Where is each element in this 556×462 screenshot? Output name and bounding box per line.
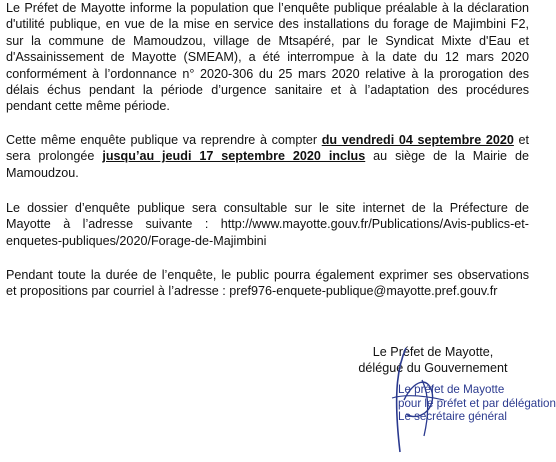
stamp-line: Le préfet de Mayotte: [398, 383, 505, 396]
text-line: Le dossier d’enquête publique sera consultable sur le site internet de la Préfecture de: [6, 201, 529, 215]
text-line: d'Assainissement de Mayotte (SMEAM), a été interrompue à la date du 12 mars 2020: [6, 50, 529, 65]
text-line: Mayotte à l’adresse suivante : http://www.mayotte.gouv.fr/Publications/Avis-publics-et-: [6, 217, 529, 232]
text-line: [6, 148, 529, 164]
text-line: pendant cette même période.: [6, 99, 170, 114]
text-line: Pendant toute la durée de l’enquête, le public pourra également exprimer ses observations: [6, 268, 529, 282]
text-line: d'utilité publique, en vue de la mise en service des installations du forage de Majimbini F2,: [6, 17, 529, 32]
signature-title: Le Préfet de Mayotte,: [372, 345, 494, 359]
text-segment: Cette même enquête publique va reprendre à compter: [6, 133, 322, 147]
text-segment: au siège de la Mairie de: [365, 149, 529, 164]
text-line: et propositions par courriel à l’adresse : pref976-enquete-publique@mayotte.pref.gouv.fr: [6, 284, 498, 299]
end-date: jusqu’au jeudi 17 septembre 2020 inclus: [102, 149, 366, 164]
paragraph-observations: [6, 267, 529, 300]
paragraph-notice: [6, 0, 529, 115]
text-line: Le Préfet de Mayotte informe la population que l’enquête publique préalable à la déclaration: [6, 1, 529, 15]
text-segment: et: [513, 133, 529, 147]
text-segment: sera prolongée: [6, 149, 103, 164]
text-line: enquetes-publiques/2020/Forage-de-Majimbini: [6, 233, 267, 248]
text-line: sur la commune de Mamoudzou, village de Mtsapéré, par le Syndicat Mixte d'Eau et: [6, 33, 529, 48]
paragraph-dates: [6, 132, 529, 181]
stamp-line: pour le préfet et par délégation: [398, 396, 556, 410]
text-line: Mamoudzou.: [6, 165, 79, 180]
handwritten-signature: [366, 340, 466, 458]
signature-subtitle: délégué du Gouvernement: [358, 361, 508, 375]
start-date: du vendredi 04 septembre 2020: [321, 133, 514, 147]
text-line: [6, 132, 529, 148]
text-line: conformément à l’ordonnance n° 2020-306 du 25 mars 2020 relative à la prorogation des: [6, 66, 529, 81]
text-line: délais échus pendant la période d’urgence sanitaire et à l’adaptation des procédures: [6, 83, 529, 98]
paragraph-dossier: [6, 200, 529, 249]
stamp-line: Le secrétaire général: [398, 410, 507, 424]
